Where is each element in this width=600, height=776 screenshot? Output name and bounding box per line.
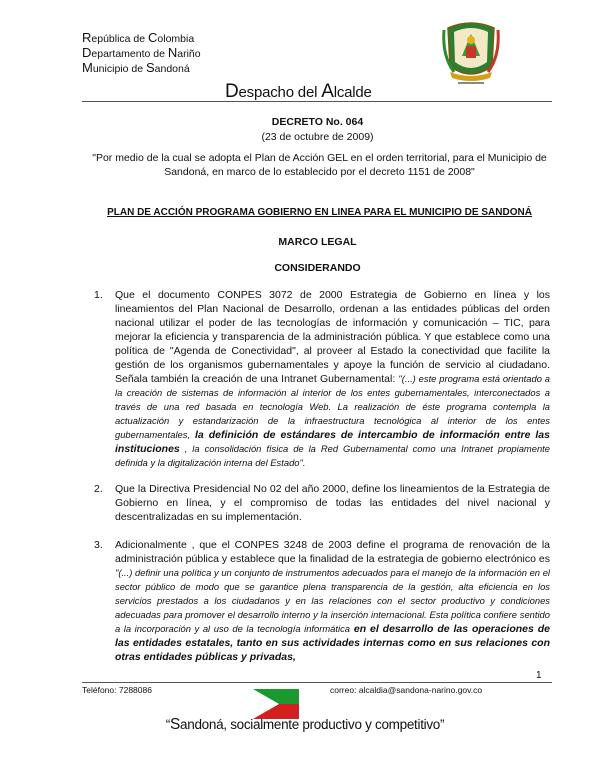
- header-department: Departamento de Nariño: [82, 45, 201, 60]
- header-divider: [82, 101, 552, 102]
- item-text: Que la Directiva Presidencial No 02 del año 2000, define los lineamientos de la Estrategia de Gobierno en línea, y el compromiso de todas las entidades del nivel nacional y descentralizadas en su implementación.: [115, 483, 550, 523]
- office-title: Despacho del Alcalde: [225, 81, 372, 102]
- item-quote: "(...) definir una política y un conjunto de instrumentos adecuados para el manejo de la información en el sector público de modo que se garantice plena transparencia de la gestión, alta eficiencia en los servicios prestados a los ciudadanos y en las relaciones con el sector productivo y condiciones adecuadas para promover el desarrollo interno y la inserción internacional. Esta política confiere sentido a la incorporación y al uso de la tecnología informática: [115, 567, 550, 634]
- item-number: 1.: [94, 289, 103, 301]
- section-marco-legal: MARCO LEGAL: [278, 236, 357, 248]
- considerando-item-3: [94, 538, 550, 664]
- municipal-crest-icon: [440, 16, 502, 88]
- footer-email: correo: alcaldia@sandona-narino.gov.co: [330, 685, 483, 695]
- footer-phone: Teléfono: 7288086: [82, 685, 152, 695]
- item-quote-end: , la consolidación física de la Red Gubernamental como una Intranet propiamente definida y la digitalización interna del Estado".: [115, 443, 550, 468]
- decree-date: (23 de octubre de 2009): [261, 131, 374, 143]
- municipal-flag-icon: [253, 689, 299, 719]
- item-number: 3.: [94, 539, 103, 551]
- footer-slogan: “Sandoná, socialmente productivo y competitivo”: [165, 716, 445, 733]
- section-considerando: CONSIDERANDO: [274, 262, 361, 274]
- page-number: 1: [536, 670, 542, 681]
- header-republic: República de Colombia: [82, 30, 195, 45]
- footer-divider: [82, 682, 552, 683]
- considerando-item-2: [94, 482, 550, 524]
- header-municipality: Municipio de Sandoná: [82, 60, 190, 75]
- item-emphasis: la definición de estándares de intercambio de información entre las instituciones: [115, 429, 550, 455]
- considerando-item-1: [94, 288, 550, 470]
- item-text: Que el documento CONPES 3072 de 2000 Estrategia de Gobierno en línea y los lineamientos del Plan Nacional de Desarrollo, ordenan a las entidades públicas del orden nacional utilizar el poder de las tecnologías de información y comunicación – TIC, para mejorar la eficiencia y transparencia de la administración pública. Y que establece como una política de "Agenda de Conectividad", al proveer al Estado la conectividad que facilite la gestión de los organismos gubernamentales y apoye la función de servicio al ciudadano. Señala también la creación de una Intranet Gubernamental:: [115, 289, 550, 385]
- decree-title: DECRETO No. 064: [271, 116, 364, 128]
- item-number: 2.: [94, 483, 103, 495]
- plan-title: PLAN DE ACCIÓN PROGRAMA GOBIERNO EN LINEA PARA EL MUNICIPIO DE SANDONÁ: [107, 207, 532, 218]
- item-emphasis: en el desarrollo de las operaciones de las entidades estatales, tanto en sus actividades internas como en sus relaciones con otras entidades públicas y privadas,: [115, 623, 550, 663]
- item-quote: "(...) este programa está orientado a la creación de sistemas de información al interior de los entes gubernamentales, interconectados a través de una red basada en tecnología Web. La realización de éste programa contempla la actualización y estandarización de la infraestructura tecnológica al interior de los entes gubernamentales,: [115, 373, 550, 440]
- item-text: Adicionalmente , que el CONPES 3248 de 2003 define el programa de renovación de la administración pública y establece que la finalidad de la estrategia de gobierno electrónico es: [115, 539, 550, 565]
- decree-subject: "Por medio de la cual se adopta el Plan de Acción GEL en el orden territorial, para el Municipio de Sandoná, en marco de lo establecido por el decreto 1151 de 2008": [92, 152, 547, 178]
